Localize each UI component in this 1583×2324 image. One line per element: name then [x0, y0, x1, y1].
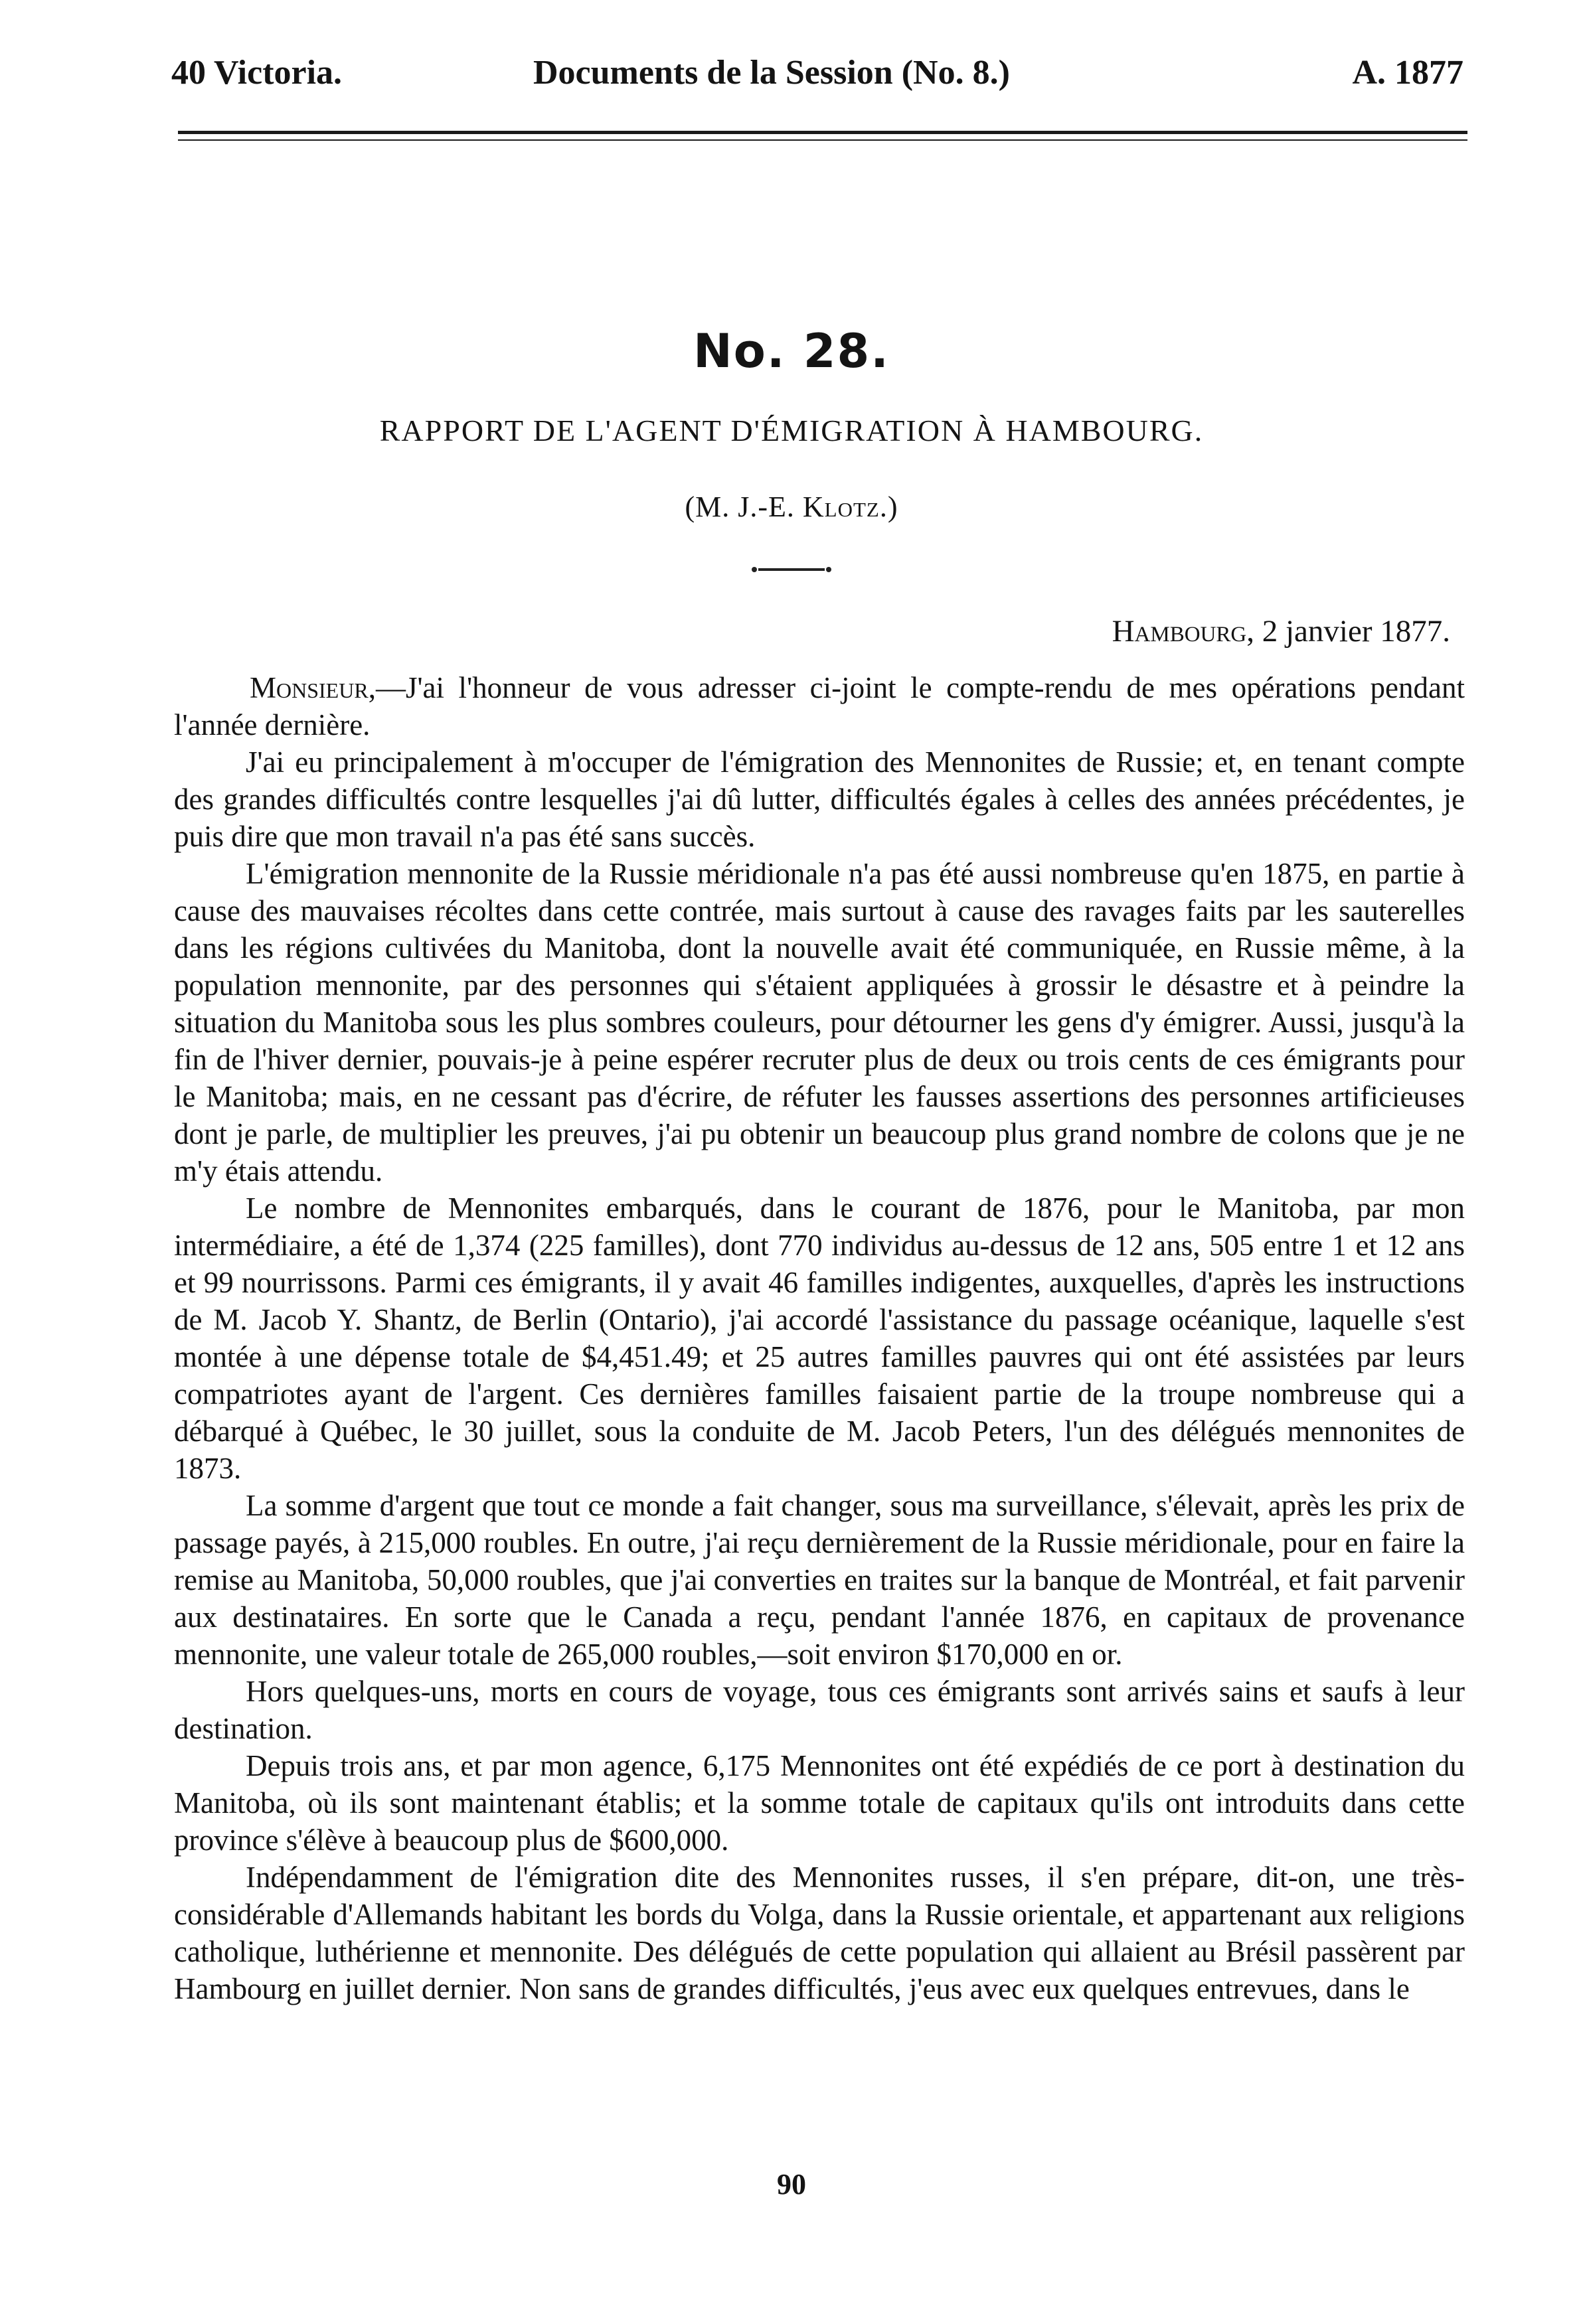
letter-body	[174, 669, 1465, 2007]
page-number: 90	[777, 2168, 806, 2201]
paragraph: Hors quelques-uns, morts en cours de voyage, tous ces émigrants sont arrivés sains et saufs à leur destination.	[174, 1675, 1465, 1745]
document-author	[0, 490, 1583, 524]
paragraph-salutation	[174, 669, 1465, 743]
header-session-title: Documents de la Session (No. 8.)	[533, 54, 1010, 92]
dateline-place: Hambourg	[1112, 614, 1247, 649]
running-header	[171, 46, 1463, 100]
paragraph: Indépendamment de l'émigration dite des Mennonites russes, il s'en prépare, dit-on, une très-considérable d'Allemands habitant les bords du Volga, dans la Russie orientale, et appartenant aux religions catholique, luthérienne et mennonite. Des délégués de cette population qui allaient au Brésil passèrent par Hambourg en juillet dernier. Non sans de grandes difficultés, j'eus avec eux quelques entrevues, dans le	[174, 1861, 1465, 2005]
header-regnal-year: 40 Victoria.	[171, 54, 343, 92]
document-title: RAPPORT DE L'AGENT D'ÉMIGRATION À HAMBOURG.	[379, 414, 1204, 447]
author-prefix: (M. J.-E.	[685, 491, 803, 523]
paragraph: La somme d'argent que tout ce monde a fait changer, sous ma surveillance, s'élevait, après les prix de passage payés, à 215,000 roubles. En outre, j'ai reçu dernièrement de la Russie méridionale, pour en faire la remise au Manitoba, 50,000 roubles, que j'ai converties en traites sur la banque de Montréal, et fait parvenir aux destinataires. En sorte que le Canada a reçu, pendant l'année 1876, en capitaux de provenance mennonite, une valeur totale de 265,000 roubles,—soit environ $170,000 en or.	[174, 1489, 1465, 1671]
title-ornament	[758, 568, 825, 571]
paragraph: Le nombre de Mennonites embarqués, dans le courant de 1876, pour le Manitoba, par mon intermédiaire, a été de 1,374 (225 familles), dont 770 individus au-dessus de 12 ans, 505 entre 1 et 12 ans et 99 nourrissons. Parmi ces émigrants, il y avait 46 familles indigentes, auxquelles, d'après les instructions de M. Jacob Y. Shantz, de Berlin (Ontario), j'ai accordé l'assistance du passage océanique, laquelle s'est montée à une dépense totale de $4,451.49; et 25 autres familles pauvres qui ont été assistées par leurs compatriotes ayant de l'argent. Ces dernières familles faisaient partie de la troupe nombreuse qui a débarqué à Québec, le 30 juillet, sous la conduite de M. Jacob Peters, l'un des délégués mennonites de 1873.	[174, 1192, 1465, 1485]
header-rule-thick	[178, 131, 1467, 134]
paragraph: J'ai eu principalement à m'occuper de l'émigration des Mennonites de Russie; et, en tenant compte des grandes difficultés contre lesquelles j'ai dû lutter, difficultés égales à celles des années précédentes, je puis dire que mon travail n'a pas été sans succès.	[174, 745, 1465, 853]
salutation: Monsieur	[250, 671, 369, 704]
paragraph: Depuis trois ans, et par mon agence, 6,175 Mennonites ont été expédiés de ce port à destination du Manitoba, où ils sont maintenant établis; et la somme totale de capitaux qu'ils ont introduits dans cette province s'élève à beaucoup plus de $600,000.	[174, 1749, 1465, 1857]
author-suffix: .)	[879, 491, 898, 523]
header-year: A. 1877	[1352, 54, 1463, 92]
paragraph: L'émigration mennonite de la Russie méridionale n'a pas été aussi nombreuse qu'en 1875, en partie à cause des mauvaises récoltes dans cette contrée, mais surtout à cause des ravages faits par les sauterelles dans les régions cultivées du Manitoba, dont la nouvelle avait été communiquée, en Russie même, à la population mennonite, par des personnes qui s'étaient appliquées à grossir le désastre et à peindre la situation du Manitoba sous les plus sombres couleurs, pour détourner les gens d'y émigrer. Aussi, jusqu'à la fin de l'hiver dernier, pouvais-je à peine espérer recruter plus de deux ou trois cents de ces émigrants pour le Manitoba; mais, en ne cessant pas d'écrire, de réfuter les fausses assertions des personnes artificieuses dont je parle, de multiplier les preuves, j'ai pu obtenir un beaucoup plus grand nombre de colons que je ne m'y étais attendu.	[174, 857, 1465, 1188]
dateline	[1112, 613, 1450, 649]
document-number: No. 28.	[693, 324, 890, 378]
dateline-date: , 2 janvier 1877.	[1246, 614, 1450, 649]
author-name: Klotz	[802, 491, 880, 523]
header-rule-thin	[178, 139, 1467, 141]
paragraph-text: ,—J'ai l'honneur de vous adresser ci-joint le compte-rendu de mes opérations pendant l'année dernière.	[174, 671, 1465, 741]
